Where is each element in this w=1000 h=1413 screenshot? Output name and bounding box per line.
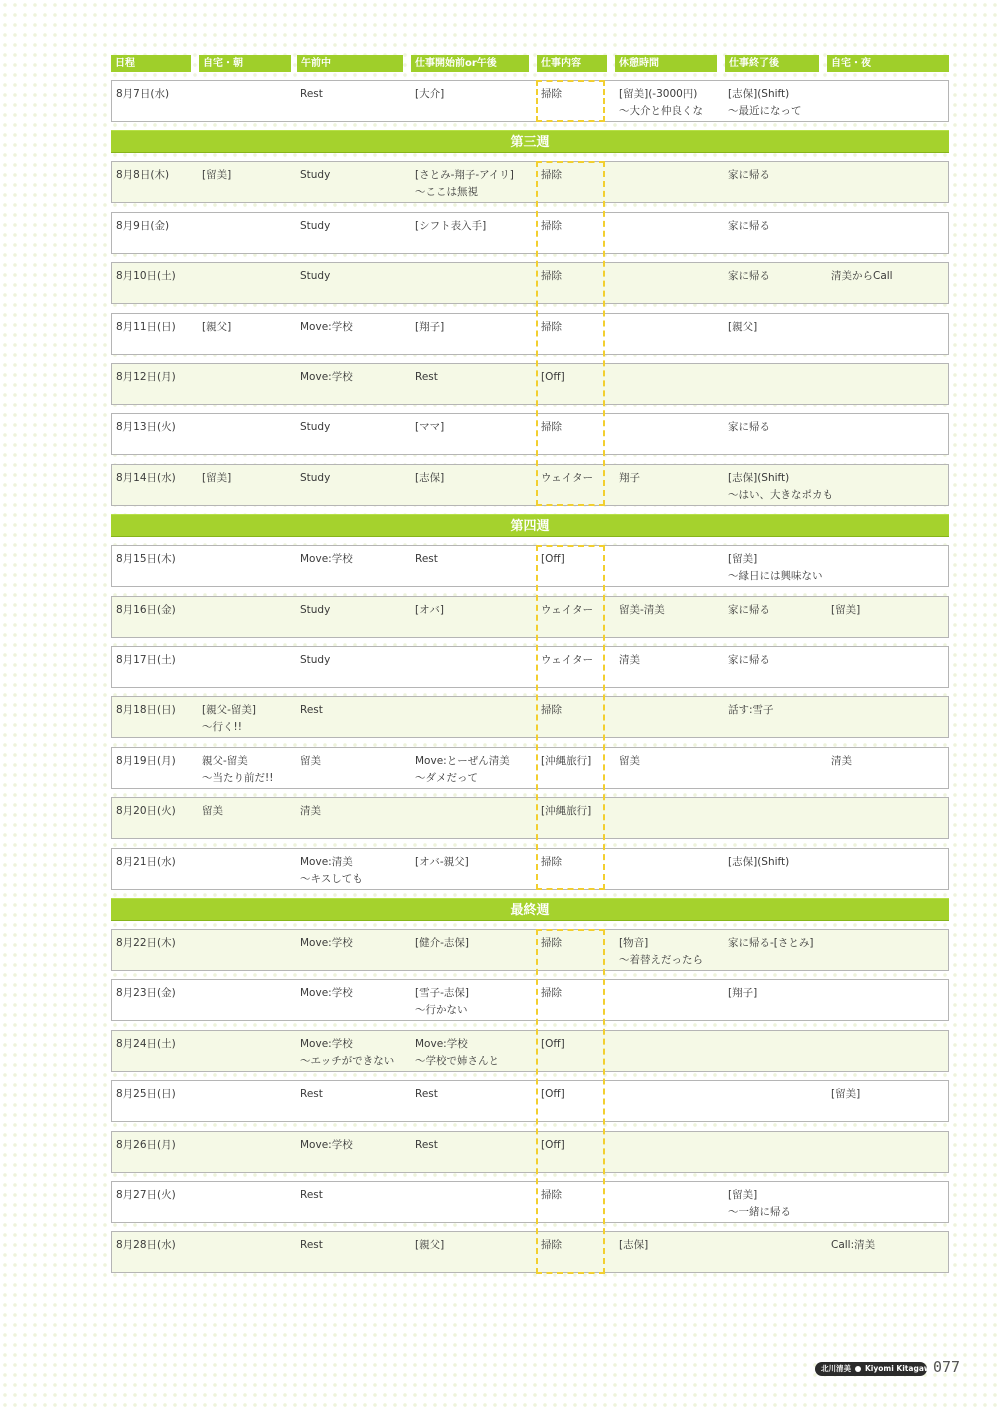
cell-job: 掃除 (541, 219, 562, 232)
cell-morning: Rest (300, 704, 323, 717)
schedule-row (111, 363, 949, 405)
schedule-row (111, 212, 949, 254)
cell-morning: Study (300, 654, 331, 666)
cell-date: 8月25日(日) (116, 1088, 176, 1101)
cell-before-work: [オバ-親父] (415, 855, 469, 868)
cell-date: 8月8日(木) (116, 169, 170, 182)
cell-date: 8月9日(金) (116, 219, 170, 232)
schedule-row (111, 161, 949, 203)
cell-before-work: [健介-志保] (415, 937, 469, 949)
cell-after-work: [翔子] (728, 987, 758, 1000)
cell-morning: Move:学校 〜エッチができない (300, 1037, 395, 1067)
cell-job: ウェイター (541, 654, 594, 666)
cell-before-work: Rest (415, 1138, 438, 1151)
character-name-badge (815, 1362, 936, 1376)
cell-break: 留美-清美 (619, 603, 665, 616)
cell-date: 8月17日(土) (116, 654, 176, 666)
cell-date: 8月21日(水) (116, 855, 176, 868)
cell-before-work: Rest (415, 371, 438, 383)
cell-after-work: 家に帰る (728, 421, 770, 434)
cell-morning: Rest (300, 1088, 323, 1101)
cell-after-work: [留美] 〜一緒に帰る (728, 1189, 791, 1218)
job-column-highlight (536, 545, 605, 890)
cell-date: 8月26日(月) (116, 1138, 176, 1151)
cell-morning: Move:学校 (300, 320, 353, 333)
cell-after-work: [志保](Shift) (728, 855, 790, 868)
cell-morning: Move:清美 〜キスしても (300, 855, 363, 885)
column-header: 日程 (111, 55, 191, 72)
cell-morning: Move:学校 (300, 553, 353, 566)
schedule-row (111, 797, 949, 839)
dot-icon (855, 1366, 861, 1372)
schedule-row (111, 596, 949, 638)
cell-job: 掃除 (541, 937, 562, 949)
cell-date: 8月28日(水) (116, 1239, 176, 1252)
cell-date: 8月22日(木) (116, 937, 176, 949)
cell-job: [Off] (541, 1138, 565, 1151)
cell-after-work: 家に帰る (728, 219, 770, 232)
page-number: 077 (933, 1358, 961, 1376)
cell-date: 8月20日(火) (116, 805, 176, 818)
week-banner: 第四週 (111, 514, 949, 537)
column-header: 仕事終了後 (725, 55, 819, 72)
column-header: 自宅・夜 (827, 55, 949, 72)
cell-before-work: [雪子-志保] 〜行かない (415, 987, 469, 1017)
cell-morning: Study (300, 471, 331, 484)
cell-after-work: 家に帰る (728, 603, 770, 616)
week-banner: 第三週 (111, 130, 949, 153)
schedule-row (111, 1181, 949, 1223)
column-header: 休憩時間 (615, 55, 717, 72)
cell-before-work: [シフト表入手] (415, 219, 487, 232)
schedule-row (111, 1030, 949, 1072)
schedule-row (111, 313, 949, 355)
cell-before-work: Move:学校 〜学校で姉さんと (415, 1037, 499, 1067)
cell-morning: Rest (300, 1189, 323, 1201)
cell-job: [Off] (541, 553, 565, 566)
cell-morning: Study (300, 421, 331, 434)
cell-date: 8月19日(月) (116, 754, 176, 767)
cell-morning: Study (300, 219, 331, 232)
cell-after-work: 話す:雪子 (728, 704, 774, 717)
schedule-row (111, 646, 949, 688)
schedule-row (111, 413, 949, 455)
cell-home-morning: [親父-留美] 〜行く!! (202, 704, 256, 734)
schedule-row (111, 979, 949, 1021)
schedule-row (111, 464, 949, 506)
cell-before-work: [さとみ-翔子-アイリ] 〜ここは無視 (415, 169, 514, 199)
cell-job: 掃除 (541, 1189, 562, 1201)
cell-break: 清美 (619, 654, 640, 666)
cell-after-work: [留美] 〜縁日には興味ない (728, 553, 823, 583)
character-name-en: Kiyomi Kitagawa (865, 1364, 936, 1373)
cell-date: 8月24日(土) (116, 1037, 176, 1050)
cell-after-work: 家に帰る (728, 270, 770, 283)
cell-after-work: [親父] (728, 320, 758, 333)
cell-home-night: [留美] (831, 1088, 861, 1101)
cell-home-night: [留美] (831, 603, 861, 616)
cell-job: 掃除 (541, 169, 562, 182)
cell-break: 翔子 (619, 471, 640, 484)
cell-date: 8月12日(月) (116, 371, 176, 383)
cell-morning: Study (300, 270, 331, 283)
cell-job: 掃除 (541, 88, 562, 100)
cell-morning: Move:学校 (300, 1138, 353, 1151)
cell-before-work: Move:とーぜん清美 〜ダメだって (415, 754, 510, 784)
cell-before-work: [オバ] (415, 603, 444, 616)
cell-date: 8月14日(水) (116, 471, 176, 484)
schedule-row (111, 262, 949, 304)
schedule-row (111, 848, 949, 890)
cell-after-work: 家に帰る (728, 169, 770, 182)
cell-home-morning: 留美 (202, 805, 223, 818)
cell-break: [留美](-3000円) 〜大介と仲良くな (619, 88, 703, 117)
column-header: 自宅・朝 (199, 55, 291, 72)
week-banner: 最終週 (111, 898, 949, 921)
cell-home-morning: [親父] (202, 320, 232, 333)
cell-date: 8月11日(日) (116, 320, 176, 333)
cell-date: 8月15日(木) (116, 553, 176, 566)
column-header: 仕事開始前or午後 (411, 55, 529, 72)
schedule-row (111, 696, 949, 738)
cell-after-work: [志保](Shift) 〜最近になって (728, 88, 802, 117)
cell-after-work: 家に帰る (728, 654, 770, 666)
cell-before-work: [志保] (415, 471, 445, 484)
schedule-row (111, 1131, 949, 1173)
cell-job: [沖縄旅行] (541, 805, 592, 818)
cell-break: [志保] (619, 1239, 649, 1252)
cell-job: 掃除 (541, 987, 562, 1000)
cell-date: 8月16日(金) (116, 603, 176, 616)
schedule-row (111, 929, 949, 971)
cell-before-work: [ママ] (415, 421, 445, 434)
cell-before-work: [親父] (415, 1239, 445, 1252)
cell-job: [Off] (541, 1088, 565, 1101)
cell-date: 8月27日(火) (116, 1189, 176, 1201)
schedule-row (111, 1080, 949, 1122)
cell-date: 8月10日(土) (116, 270, 176, 283)
cell-job: ウェイター (541, 603, 594, 616)
cell-morning: Move:学校 (300, 937, 353, 949)
cell-after-work: 家に帰る-[さとみ] (728, 937, 814, 949)
cell-date: 8月18日(日) (116, 704, 176, 717)
cell-before-work: [翔子] (415, 320, 445, 333)
cell-job: 掃除 (541, 855, 562, 868)
schedule-row (111, 545, 949, 587)
cell-break: 留美 (619, 754, 640, 767)
cell-morning: Move:学校 (300, 371, 353, 383)
job-column-highlight (536, 161, 605, 506)
cell-break: [物音] 〜着替えだったら (619, 937, 703, 966)
cell-morning: 留美 (300, 754, 321, 767)
cell-home-morning: [留美] (202, 169, 232, 182)
cell-job: 掃除 (541, 421, 562, 434)
cell-job: 掃除 (541, 704, 562, 717)
character-name-jp: 北川清美 (821, 1364, 851, 1373)
cell-job: 掃除 (541, 1239, 562, 1252)
cell-date: 8月7日(水) (116, 88, 170, 100)
cell-job: [Off] (541, 1037, 565, 1050)
job-column-highlight (536, 80, 605, 122)
schedule-row (111, 80, 949, 122)
cell-home-night: 清美 (831, 754, 852, 767)
column-header: 午前中 (297, 55, 403, 72)
cell-job: 掃除 (541, 320, 562, 333)
cell-job: ウェイター (541, 471, 594, 484)
schedule-row (111, 747, 949, 789)
cell-before-work: [大介] (415, 88, 445, 100)
cell-after-work: [志保](Shift) 〜はい、大きなポカも (728, 471, 833, 501)
cell-morning: Move:学校 (300, 987, 353, 1000)
cell-job: 掃除 (541, 270, 562, 283)
cell-morning: Rest (300, 88, 323, 100)
cell-morning: 清美 (300, 805, 321, 818)
cell-date: 8月23日(金) (116, 987, 176, 1000)
column-header: 仕事内容 (537, 55, 607, 72)
job-column-highlight (536, 929, 605, 1274)
cell-job: [Off] (541, 371, 565, 383)
cell-home-morning: 親父-留美 〜当たり前だ!! (202, 754, 274, 784)
cell-morning: Study (300, 169, 331, 182)
cell-morning: Study (300, 603, 331, 616)
cell-job: [沖縄旅行] (541, 754, 592, 767)
cell-home-night: 清美からCall (831, 270, 893, 283)
cell-home-night: Call:清美 (831, 1239, 876, 1252)
cell-home-morning: [留美] (202, 471, 232, 484)
cell-morning: Rest (300, 1239, 323, 1252)
cell-before-work: Rest (415, 1088, 438, 1101)
schedule-row (111, 1231, 949, 1273)
cell-date: 8月13日(火) (116, 421, 176, 434)
cell-before-work: Rest (415, 553, 438, 566)
